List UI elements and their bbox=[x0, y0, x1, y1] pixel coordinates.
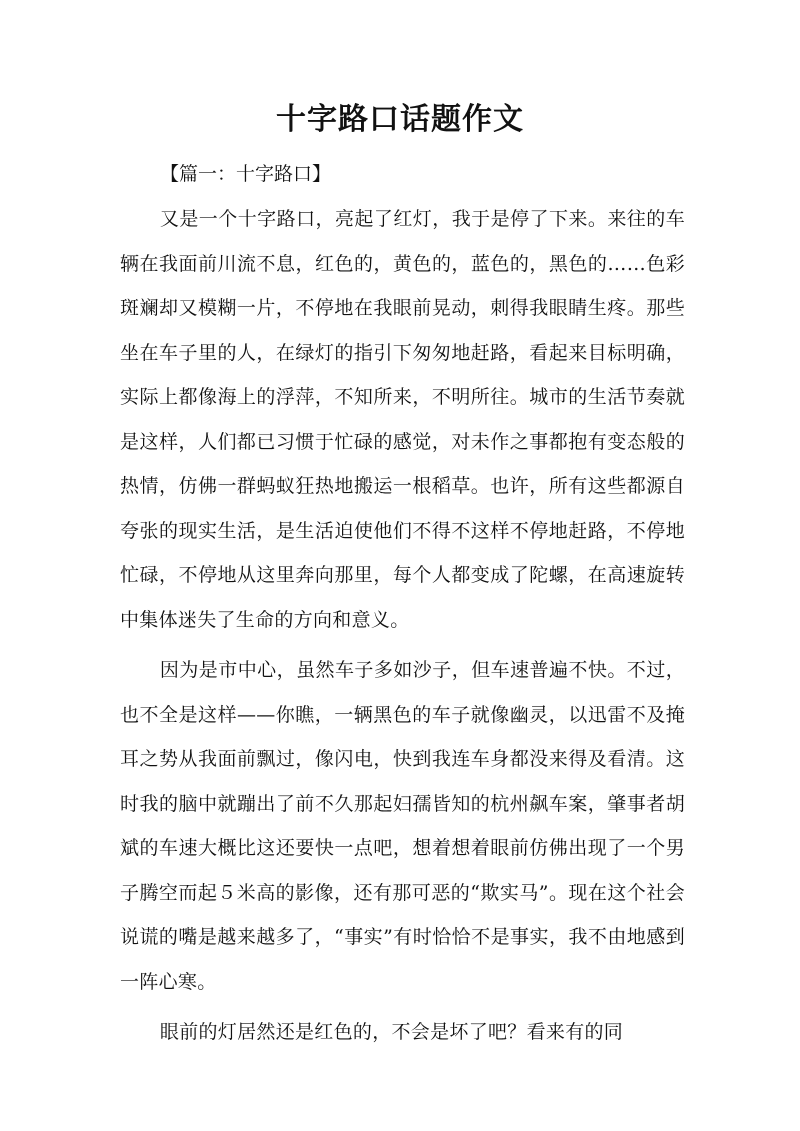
paragraph-1: 又是一个十字路口，亮起了红灯，我于是停了下来。来往的车辆在我面前川流不息，红色的，黄色的，蓝色的，黑色的……色彩斑斓却又模糊一片，不停地在我眼前晃动，刺得我眼睛生疼。那些坐在车子里的人，在绿灯的指引下匆匆地赶路，看起来目标明确，实际上都像海上的浮萍，不知所来，不明所往。城市的生活节奏就是这样，人们都已习惯于忙碌的感觉，对未作之事都抱有变态般的热情，仿佛一群蚂蚁狂热地搬运一根稻草。也许，所有这些都源自夸张的现实生活，是生活迫使他们不得不这样不停地赶路，不停地忙碌，不停地从这里奔向那里，每个人都变成了陀螺，在高速旋转中集体迷失了生命的方向和意义。 bbox=[120, 208, 685, 631]
paragraph-3: 眼前的灯居然还是红色的，不会是坏了吧？看来有的同 bbox=[159, 1021, 624, 1043]
section-heading: 【篇一：十字路口】 bbox=[160, 163, 332, 185]
document-body bbox=[120, 197, 685, 1055]
document-title: 十字路口话题作文 bbox=[276, 102, 524, 137]
paragraph-2: 因为是市中心，虽然车子多如沙子，但车速普遍不快。不过，也不全是这样——你瞧，一辆黑色的车子就像幽灵，以迅雷不及掩耳之势从我面前飘过，像闪电，快到我连车身都没来得及看清。这时我的脑中就蹦出了前不久那起妇孺皆知的杭州飙车案，肇事者胡斌的车速大概比这还要快一点吧，想着想着眼前仿佛出现了一个男子腾空而起５米高的影像，还有那可恶的“欺实马”。现在这个社会说谎的嘴是越来越多了，“事实”有时恰恰不是事实，我不由地感到一阵心寒。 bbox=[120, 659, 685, 993]
